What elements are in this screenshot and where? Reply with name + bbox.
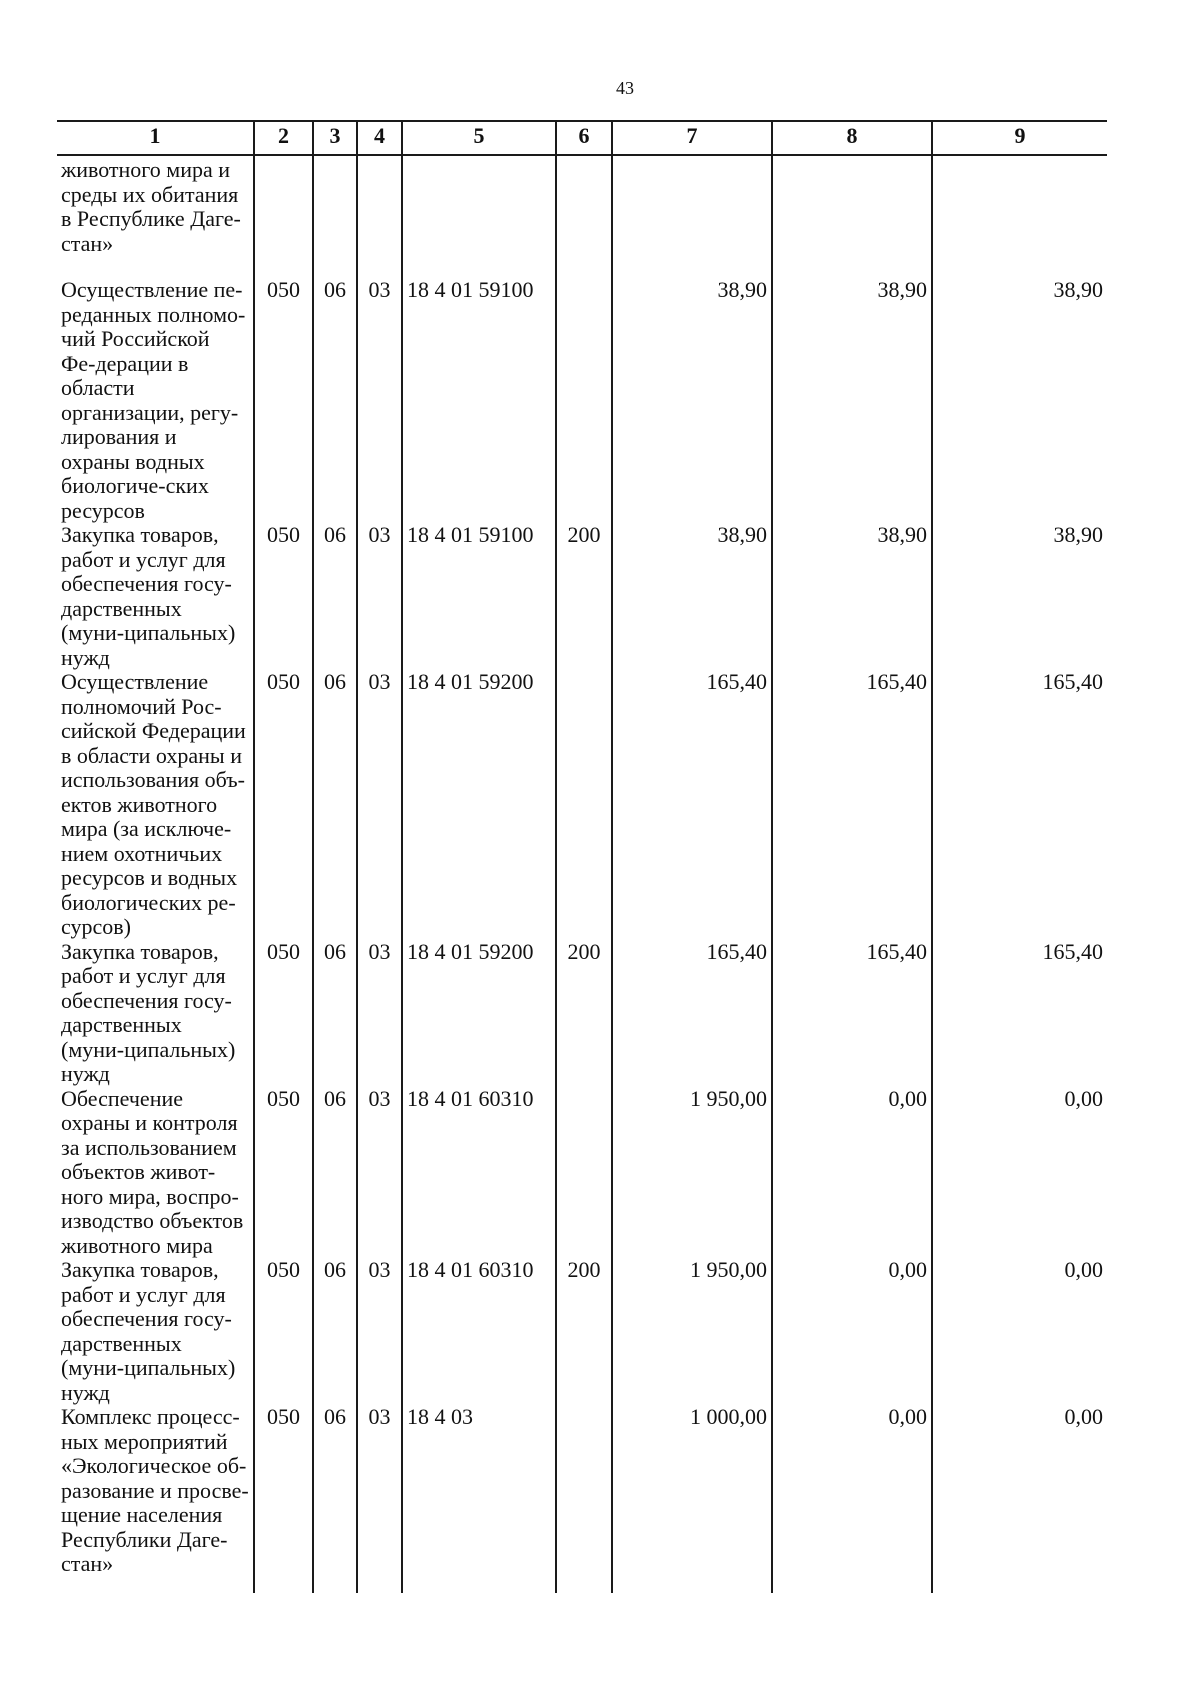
cell-col4: 03 xyxy=(357,940,402,1087)
cell-col6: 200 xyxy=(556,940,612,1087)
cell-col9: 0,00 xyxy=(932,1405,1107,1593)
cell-col6 xyxy=(556,1087,612,1259)
cell-col3: 06 xyxy=(313,1405,357,1593)
cell-col6: 200 xyxy=(556,523,612,670)
cell-col4: 03 xyxy=(357,278,402,523)
cell-col2: 050 xyxy=(254,1405,313,1593)
cell-col5: 18 4 01 60310 xyxy=(402,1258,556,1405)
row-name: животного мира и среды их обитания в Республике Даге-стан» xyxy=(57,155,254,278)
row-name: Закупка товаров, работ и услуг для обеспечения госу-дарственных (муни-ципальных) нужд xyxy=(57,1258,254,1405)
cell-col2: 050 xyxy=(254,278,313,523)
cell-col9: 0,00 xyxy=(932,1258,1107,1405)
row-name: Осуществление полномочий Рос-сийской Федерации в области охраны и использования объ-ектов животного мира (за исключе-нием охотничьих ресурсов и водных биологических ре-сурсов) xyxy=(57,670,254,940)
cell-col3: 06 xyxy=(313,278,357,523)
header-cell: 9 xyxy=(932,121,1107,155)
page-number: 43 xyxy=(616,78,634,98)
cell-col8: 0,00 xyxy=(772,1258,932,1405)
cell-col2: 050 xyxy=(254,1258,313,1405)
table-row xyxy=(57,1087,1107,1259)
cell-col4 xyxy=(357,155,402,278)
table-row xyxy=(57,1405,1107,1593)
budget-table xyxy=(57,120,1107,1593)
cell-col9: 165,40 xyxy=(932,670,1107,940)
cell-col9: 38,90 xyxy=(932,523,1107,670)
cell-col3: 06 xyxy=(313,1258,357,1405)
cell-col3: 06 xyxy=(313,670,357,940)
row-name: Закупка товаров, работ и услуг для обеспечения госу-дарственных (муни-ципальных) нужд xyxy=(57,523,254,670)
row-name: Обеспечение охраны и контроля за использованием объектов живот-ного мира, воспро-изводство объектов животного мира xyxy=(57,1087,254,1259)
cell-col7: 38,90 xyxy=(612,278,772,523)
table-row xyxy=(57,523,1107,670)
table-row xyxy=(57,278,1107,523)
cell-col3: 06 xyxy=(313,940,357,1087)
cell-col9 xyxy=(932,155,1107,278)
table-row xyxy=(57,670,1107,940)
cell-col5: 18 4 01 59100 xyxy=(402,523,556,670)
row-name: Закупка товаров, работ и услуг для обеспечения госу-дарственных (муни-ципальных) нужд xyxy=(57,940,254,1087)
cell-col7: 165,40 xyxy=(612,670,772,940)
cell-col4: 03 xyxy=(357,1405,402,1593)
cell-col6 xyxy=(556,278,612,523)
cell-col8: 38,90 xyxy=(772,523,932,670)
cell-col2: 050 xyxy=(254,1087,313,1259)
cell-col6 xyxy=(556,670,612,940)
cell-col2: 050 xyxy=(254,670,313,940)
header-cell: 4 xyxy=(357,121,402,155)
cell-col8: 0,00 xyxy=(772,1405,932,1593)
table-row xyxy=(57,940,1107,1087)
header-cell: 1 xyxy=(57,121,254,155)
cell-col7: 38,90 xyxy=(612,523,772,670)
cell-col6: 200 xyxy=(556,1258,612,1405)
cell-col3: 06 xyxy=(313,1087,357,1259)
cell-col6 xyxy=(556,155,612,278)
cell-col2: 050 xyxy=(254,940,313,1087)
cell-col4: 03 xyxy=(357,1258,402,1405)
cell-col6 xyxy=(556,1405,612,1593)
header-cell: 3 xyxy=(313,121,357,155)
cell-col5: 18 4 01 59100 xyxy=(402,278,556,523)
cell-col9: 38,90 xyxy=(932,278,1107,523)
cell-col7: 1 950,00 xyxy=(612,1258,772,1405)
cell-col8: 38,90 xyxy=(772,278,932,523)
cell-col8: 0,00 xyxy=(772,1087,932,1259)
cell-col3 xyxy=(313,155,357,278)
cell-col5: 18 4 01 60310 xyxy=(402,1087,556,1259)
cell-col5: 18 4 01 59200 xyxy=(402,670,556,940)
header-cell: 7 xyxy=(612,121,772,155)
cell-col9: 165,40 xyxy=(932,940,1107,1087)
cell-col4: 03 xyxy=(357,1087,402,1259)
cell-col4: 03 xyxy=(357,670,402,940)
cell-col3: 06 xyxy=(313,523,357,670)
header-cell: 6 xyxy=(556,121,612,155)
cell-col8 xyxy=(772,155,932,278)
cell-col7: 165,40 xyxy=(612,940,772,1087)
header-cell: 5 xyxy=(402,121,556,155)
cell-col5: 18 4 03 xyxy=(402,1405,556,1593)
table-row xyxy=(57,155,1107,278)
header-cell: 8 xyxy=(772,121,932,155)
header-row xyxy=(57,121,1107,155)
cell-col2: 050 xyxy=(254,523,313,670)
cell-col8: 165,40 xyxy=(772,940,932,1087)
cell-col9: 0,00 xyxy=(932,1087,1107,1259)
cell-col7: 1 950,00 xyxy=(612,1087,772,1259)
cell-col7: 1 000,00 xyxy=(612,1405,772,1593)
table-row xyxy=(57,1258,1107,1405)
cell-col8: 165,40 xyxy=(772,670,932,940)
cell-col4: 03 xyxy=(357,523,402,670)
cell-col7 xyxy=(612,155,772,278)
cell-col2 xyxy=(254,155,313,278)
row-name: Комплекс процесс-ных мероприятий «Экологическое об-разование и просве-щение населения Республики Даге-стан» xyxy=(57,1405,254,1593)
cell-col5 xyxy=(402,155,556,278)
cell-col5: 18 4 01 59200 xyxy=(402,940,556,1087)
row-name: Осуществление пе-реданных полномо-чий Российской Фе-дерации в области организации, регу-лирования и охраны водных биологиче-ских ресурсов xyxy=(57,278,254,523)
header-cell: 2 xyxy=(254,121,313,155)
